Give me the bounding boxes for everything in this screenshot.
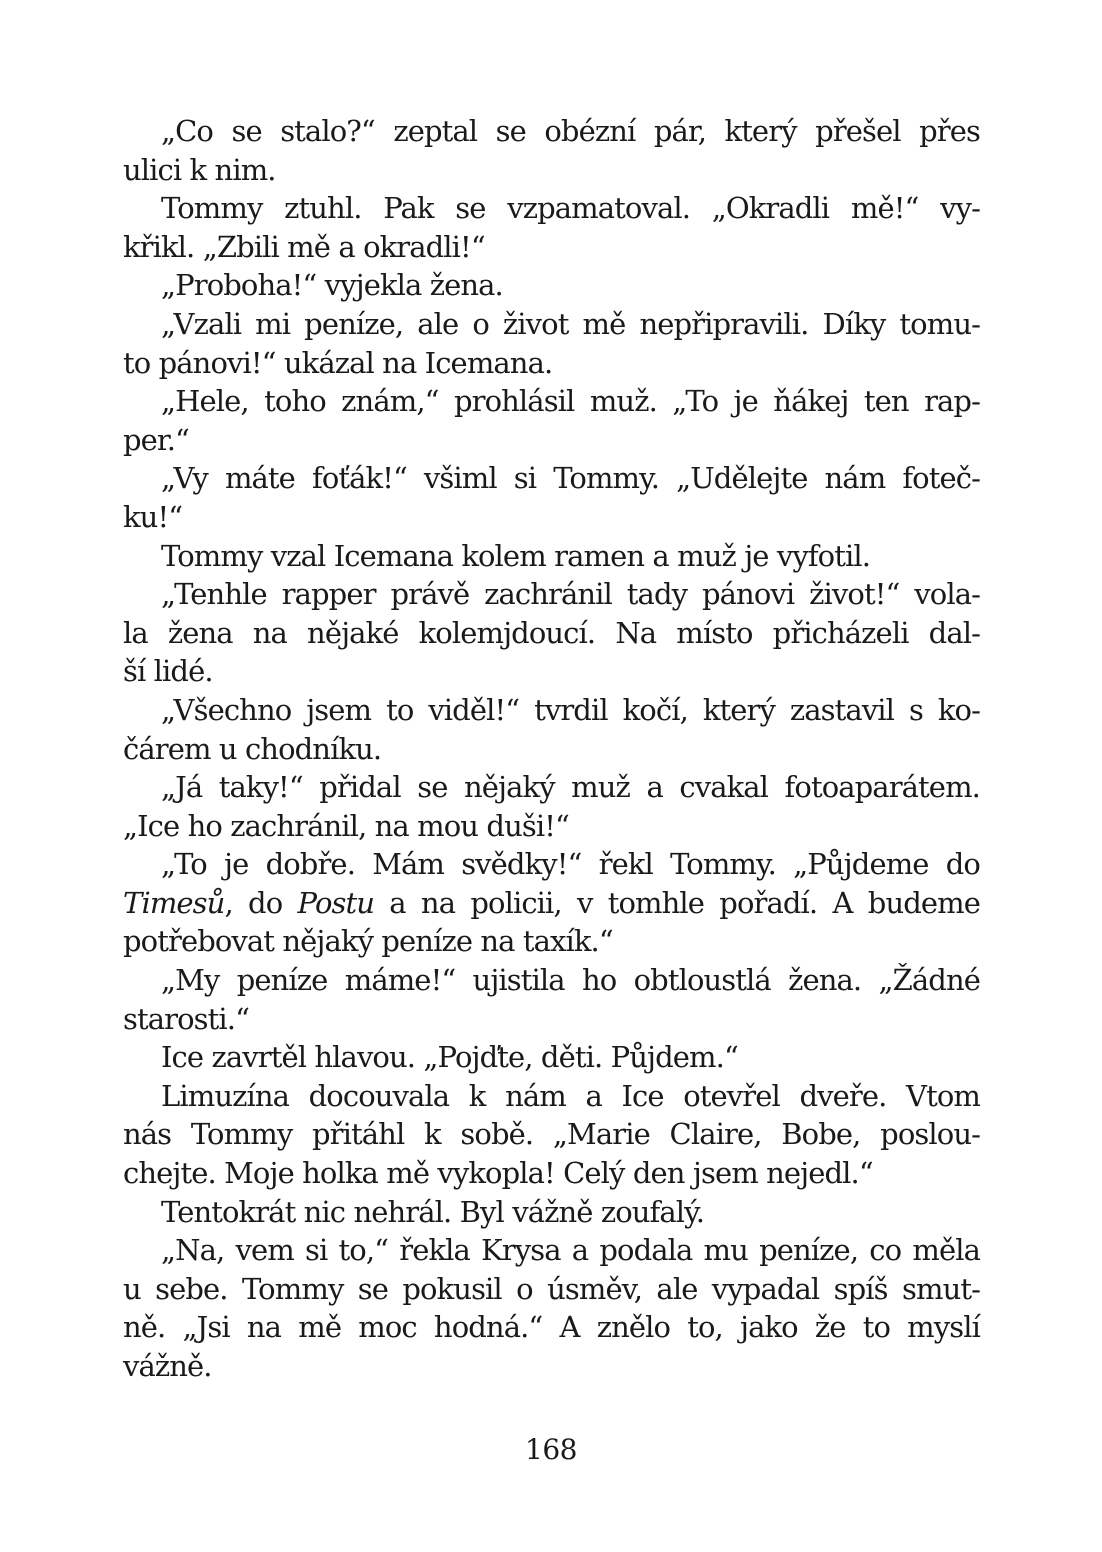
paragraph	[123, 1231, 980, 1385]
text-line: Limuzína docouvala k nám a Ice otevřel dveře. Vtom	[161, 1078, 980, 1113]
paragraph	[123, 382, 980, 459]
text-line: „Tenhle rapper právě zachránil tady pánovi život!“ vola-	[161, 577, 980, 612]
text-line: chejte. Moje holka mě vykopla! Celý den jsem nejedl.“	[123, 1156, 873, 1191]
page-number: 168	[525, 1433, 577, 1466]
text-line: „To je dobře. Mám svědky!“ řekl Tommy. „Půjdeme do	[161, 847, 980, 882]
paragraph	[123, 1038, 980, 1077]
text-line: Timesů, do Postu a na policii, v tomhle pořadí. A budeme	[123, 885, 981, 920]
text-line: nás Tommy přitáhl k sobě. „Marie Claire, Bobe, poslou-	[123, 1117, 980, 1152]
paragraph	[123, 459, 980, 536]
text-line: „My peníze máme!“ ujistila ho obtloustlá žena. „Žádné	[161, 963, 980, 998]
text-line: to pánovi!“ ukázal na Icemana.	[123, 345, 553, 380]
text-line: „Vzali mi peníze, ale o život mě nepřipravili. Díky tomu-	[161, 306, 980, 341]
text-line: „Hele, toho znám,“ prohlásil muž. „To je ňákej ten rap-	[161, 384, 980, 419]
text-line: u sebe. Tommy se pokusil o úsměv, ale vypadal spíš smut-	[123, 1271, 980, 1306]
paragraph	[123, 1193, 980, 1232]
text-line: Tentokrát nic nehrál. Byl vážně zoufalý.	[161, 1194, 705, 1229]
page-body	[123, 112, 980, 1386]
text-line: „Ice ho zachránil, na mou duši!“	[123, 808, 569, 843]
paragraph	[123, 691, 980, 768]
text-line: la žena na nějaké kolemjdoucí. Na místo přicházeli dal-	[123, 615, 980, 650]
text-line: potřebovat nějaký peníze na taxík.“	[123, 924, 613, 959]
paragraph	[123, 961, 980, 1038]
text-line: Ice zavrtěl hlavou. „Pojďte, děti. Půjdem.“	[161, 1040, 738, 1075]
text-line: per.“	[123, 422, 189, 457]
paragraph	[123, 266, 980, 305]
paragraph	[123, 1077, 980, 1193]
text-line: „Já taky!“ přidal se nějaký muž a cvakal fotoaparátem.	[161, 770, 980, 805]
text-line: „Co se stalo?“ zeptal se obézní pár, který přešel přes	[161, 114, 980, 148]
paragraph	[123, 537, 980, 576]
text-line: „Vy máte foťák!“ všiml si Tommy. „Udělejte nám foteč-	[161, 461, 980, 496]
text-line: „Na, vem si to,“ řekla Krysa a podala mu peníze, co měla	[161, 1233, 980, 1268]
paragraph	[123, 845, 980, 961]
paragraph	[123, 575, 980, 691]
paragraph	[123, 305, 980, 382]
text-line: ulici k nim.	[123, 152, 276, 187]
text-line: ku!“	[123, 499, 183, 534]
paragraph	[123, 112, 980, 189]
paragraph	[123, 189, 980, 266]
text-line: křikl. „Zbili mě a okradli!“	[123, 229, 485, 264]
text-line: Tommy ztuhl. Pak se vzpamatoval. „Okradli mě!“ vy-	[161, 191, 980, 226]
text-line: ně. „Jsi na mě moc hodná.“ A znělo to, jako že to myslí	[123, 1310, 980, 1345]
paragraph	[123, 768, 980, 845]
text-line: starosti.“	[123, 1001, 250, 1036]
text-line: vážně.	[123, 1349, 212, 1383]
text-line: ší lidé.	[123, 654, 213, 689]
text-line: čárem u chodníku.	[123, 731, 382, 766]
text-line: „Všechno jsem to viděl!“ tvrdil kočí, který zastavil s ko-	[161, 692, 980, 727]
text-line: Tommy vzal Icemana kolem ramen a muž je vyfotil.	[161, 538, 871, 573]
text-line: „Proboha!“ vyjekla žena.	[161, 268, 503, 303]
